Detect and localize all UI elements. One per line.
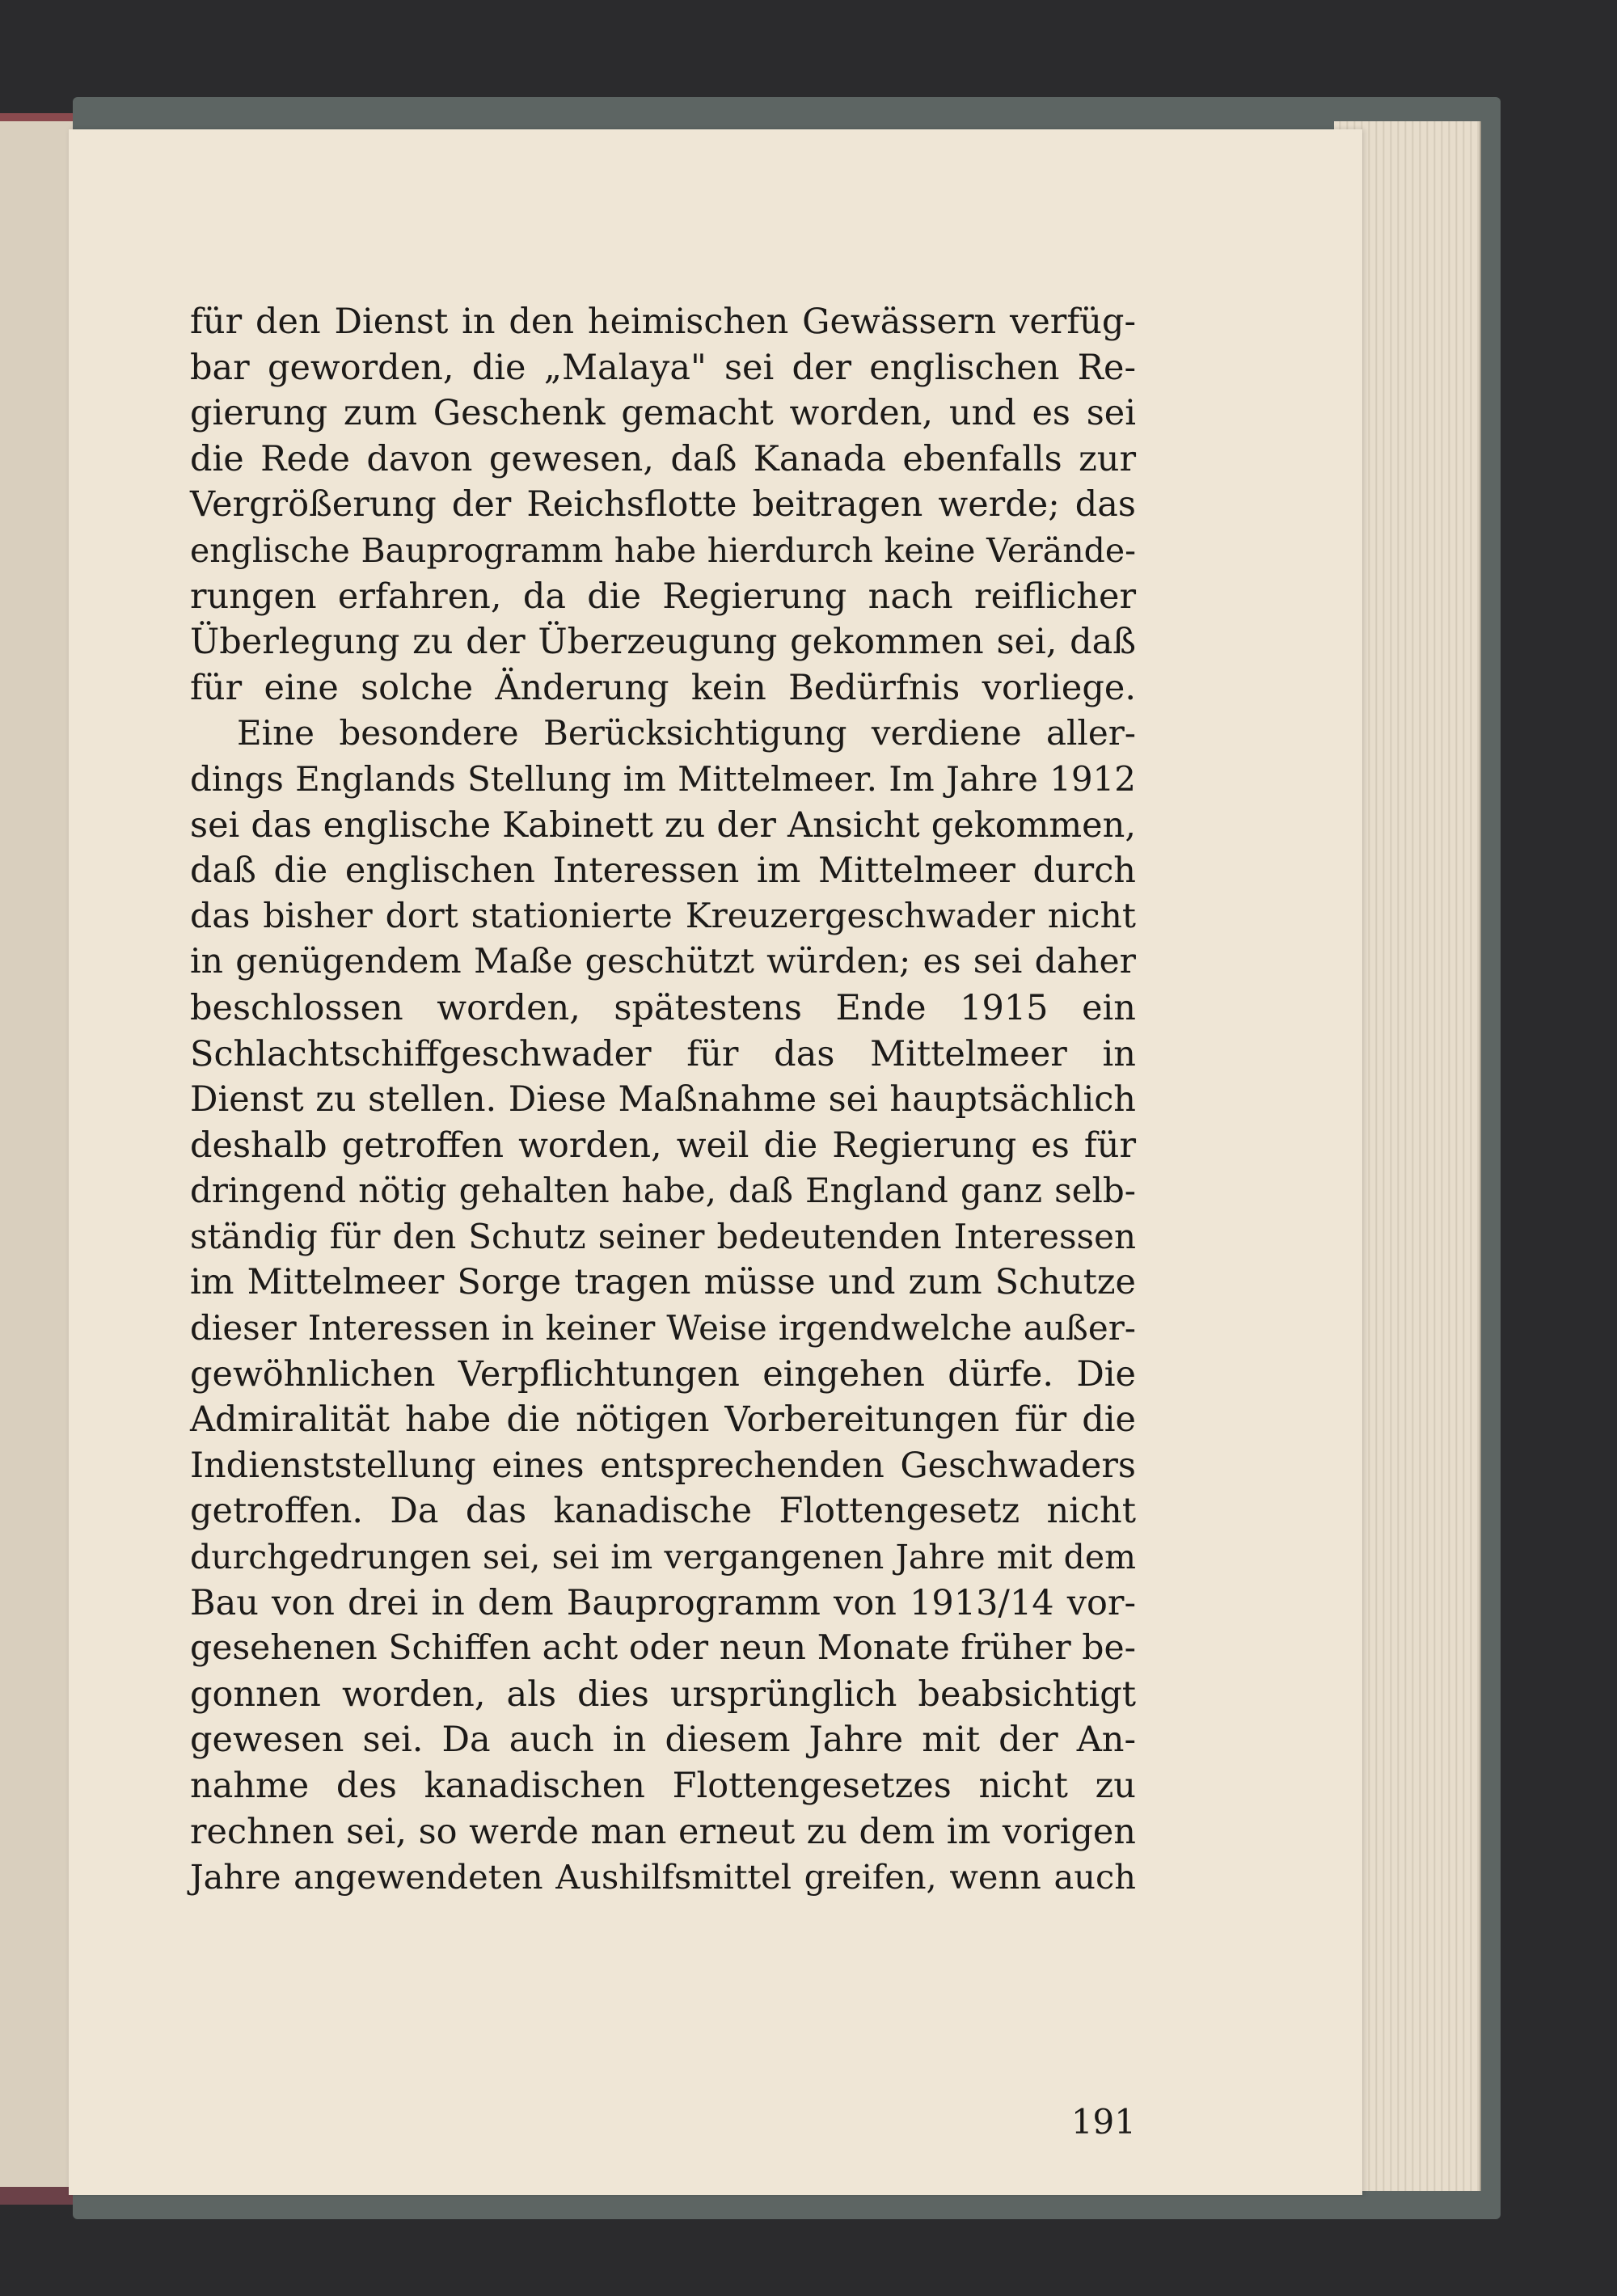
- text-line: bar geworden, die „Malaya" sei der englischen Re-: [190, 347, 1136, 388]
- text-line: gesehenen Schiffen acht oder neun Monate früher be-: [190, 1628, 1136, 1669]
- text-line: ständig für den Schutz seiner bedeutenden Interessen: [190, 1216, 1136, 1256]
- text-line: Schlachtschiffgeschwader für das Mittelmeer in: [190, 1033, 1136, 1074]
- text-line: nahme des kanadischen Flottengesetzes nicht zu: [190, 1766, 1136, 1806]
- text-line: sei das englische Kabinett zu der Ansicht gekommen,: [190, 804, 1136, 846]
- text-line: Bau von drei in dem Bauprogramm von 1913/14 vor-: [190, 1582, 1136, 1623]
- paragraph-1: [190, 299, 1136, 711]
- text-line: gewesen sei. Da auch in diesem Jahre mit der An-: [190, 1720, 1136, 1761]
- text-line: daß die englischen Interessen im Mittelmeer durch: [190, 850, 1136, 892]
- text-line: gonnen worden, als dies ursprünglich beabsichtigt: [190, 1673, 1136, 1715]
- text-line: für den Dienst in den heimischen Gewässern verfüg-: [190, 302, 1136, 342]
- text-line: Admiralität habe die nötigen Vorbereitungen für die: [190, 1399, 1136, 1441]
- text-line: Dienst zu stellen. Diese Maßnahme sei hauptsächlich: [190, 1079, 1136, 1121]
- text-line: im Mittelmeer Sorge tragen müsse und zum Schutze: [190, 1262, 1136, 1303]
- text-line: Eine besondere Berücksichtigung verdiene aller-: [237, 713, 1136, 753]
- text-line: das bisher dort stationierte Kreuzergeschwader nicht: [190, 896, 1136, 936]
- text-line: die Rede davon gewesen, daß Kanada ebenfalls zur: [190, 438, 1136, 479]
- text-line: Jahre angewendeten Aushilfsmittel greifen, wenn auch: [190, 1857, 1136, 1897]
- text-line: dings Englands Stellung im Mittelmeer. Im Jahre 1912: [190, 758, 1136, 799]
- book-page: [69, 129, 1362, 2195]
- previous-page-edge: [0, 121, 79, 2199]
- body-text: [190, 299, 1136, 1901]
- paragraph-2: [190, 711, 1136, 1900]
- text-line: rungen erfahren, da die Regierung nach reiflicher: [190, 576, 1136, 617]
- text-line: Vergrößerung der Reichsflotte beitragen werde; das: [190, 484, 1136, 525]
- text-line: englische Bauprogramm habe hierdurch keine Verände-: [190, 530, 1136, 570]
- text-line: dieser Interessen in keiner Weise irgendwelche außer-: [190, 1308, 1136, 1348]
- text-line: Überlegung zu der Überzeugung gekommen sei, daß: [190, 622, 1136, 663]
- left-page-binding-bottom: [0, 2187, 77, 2205]
- text-line: Indienststellung eines entsprechenden Geschwaders: [190, 1445, 1136, 1486]
- text-line: dringend nötig gehalten habe, daß England ganz selb-: [190, 1171, 1136, 1211]
- text-line: rechnen sei, so werde man erneut zu dem im vorigen: [190, 1811, 1136, 1852]
- page-number: 191: [1070, 2102, 1136, 2142]
- text-line: gewöhnlichen Verpflichtungen eingehen dürfe. Die: [190, 1353, 1136, 1395]
- text-line: beschlossen worden, spätestens Ende 1915 ein: [190, 987, 1136, 1028]
- text-line: in genügendem Maße geschützt würden; es sei daher: [190, 942, 1136, 982]
- text-line: durchgedrungen sei, sei im vergangenen Jahre mit dem: [190, 1538, 1136, 1577]
- text-line: deshalb getroffen worden, weil die Regierung es für: [190, 1125, 1136, 1166]
- text-line: für eine solche Änderung kein Bedürfnis vorliege.: [190, 667, 1136, 708]
- text-line: gierung zum Geschenk gemacht worden, und es sei: [190, 393, 1136, 434]
- text-line: getroffen. Da das kanadische Flottengesetz nicht: [190, 1491, 1136, 1532]
